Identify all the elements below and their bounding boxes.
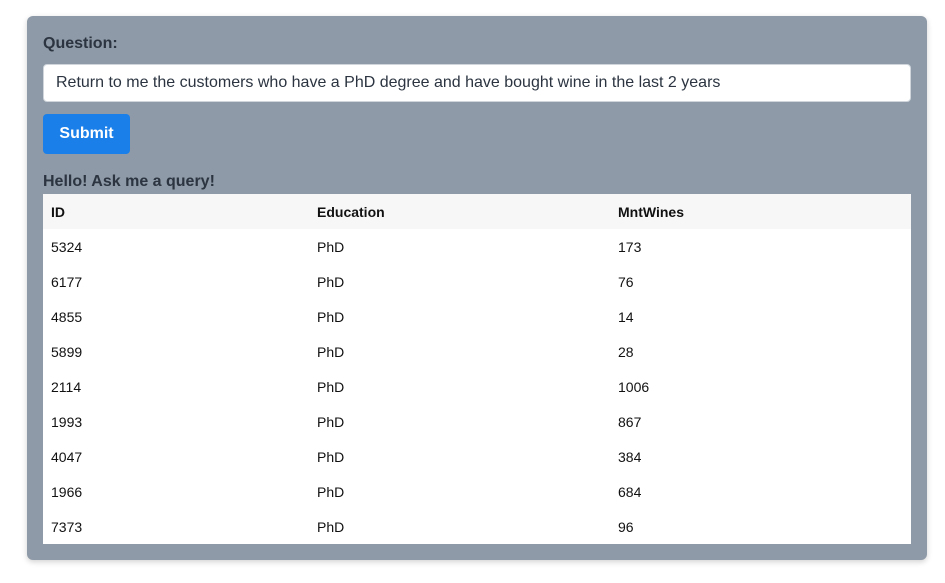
table-header-row (43, 194, 911, 229)
submit-button[interactable]: Submit (43, 114, 130, 154)
cell-mntwines: 14 (618, 308, 634, 325)
cell-id: 1993 (51, 413, 83, 430)
cell-id: 5899 (51, 343, 83, 360)
table-row (43, 509, 911, 544)
question-label: Question: (43, 35, 118, 52)
table-row (43, 439, 911, 474)
table-row (43, 299, 911, 334)
cell-education: PhD (317, 448, 345, 465)
header-mntwines: MntWines (610, 194, 911, 229)
cell-education: PhD (317, 518, 345, 535)
cell-mntwines: 28 (618, 343, 634, 360)
cell-mntwines: 96 (618, 518, 634, 535)
table-row (43, 404, 911, 439)
query-panel (27, 16, 927, 560)
cell-id: 1966 (51, 483, 83, 500)
cell-education: PhD (317, 483, 345, 500)
cell-education: PhD (317, 273, 345, 290)
cell-education: PhD (317, 308, 345, 325)
cell-education: PhD (317, 343, 345, 360)
cell-id: 7373 (51, 518, 83, 535)
cell-education: PhD (317, 238, 345, 255)
table-row (43, 369, 911, 404)
cell-id: 2114 (51, 378, 82, 395)
cell-education: PhD (317, 378, 345, 395)
cell-id: 4855 (51, 308, 83, 325)
cell-mntwines: 684 (618, 483, 642, 500)
header-education: Education (309, 194, 610, 229)
cell-education: PhD (317, 413, 345, 430)
results-table (43, 194, 911, 544)
cell-id: 6177 (51, 273, 83, 290)
header-id: ID (43, 194, 309, 229)
table-row (43, 264, 911, 299)
table-row (43, 334, 911, 369)
table-row (43, 474, 911, 509)
greeting-message: Hello! Ask me a query! (43, 173, 215, 190)
cell-id: 5324 (51, 238, 83, 255)
cell-mntwines: 384 (618, 448, 642, 465)
table-row (43, 229, 911, 264)
cell-mntwines: 76 (618, 273, 634, 290)
question-input[interactable] (43, 64, 911, 102)
cell-mntwines: 173 (618, 238, 642, 255)
cell-mntwines: 1006 (618, 378, 650, 395)
cell-id: 4047 (51, 448, 83, 465)
cell-mntwines: 867 (618, 413, 642, 430)
